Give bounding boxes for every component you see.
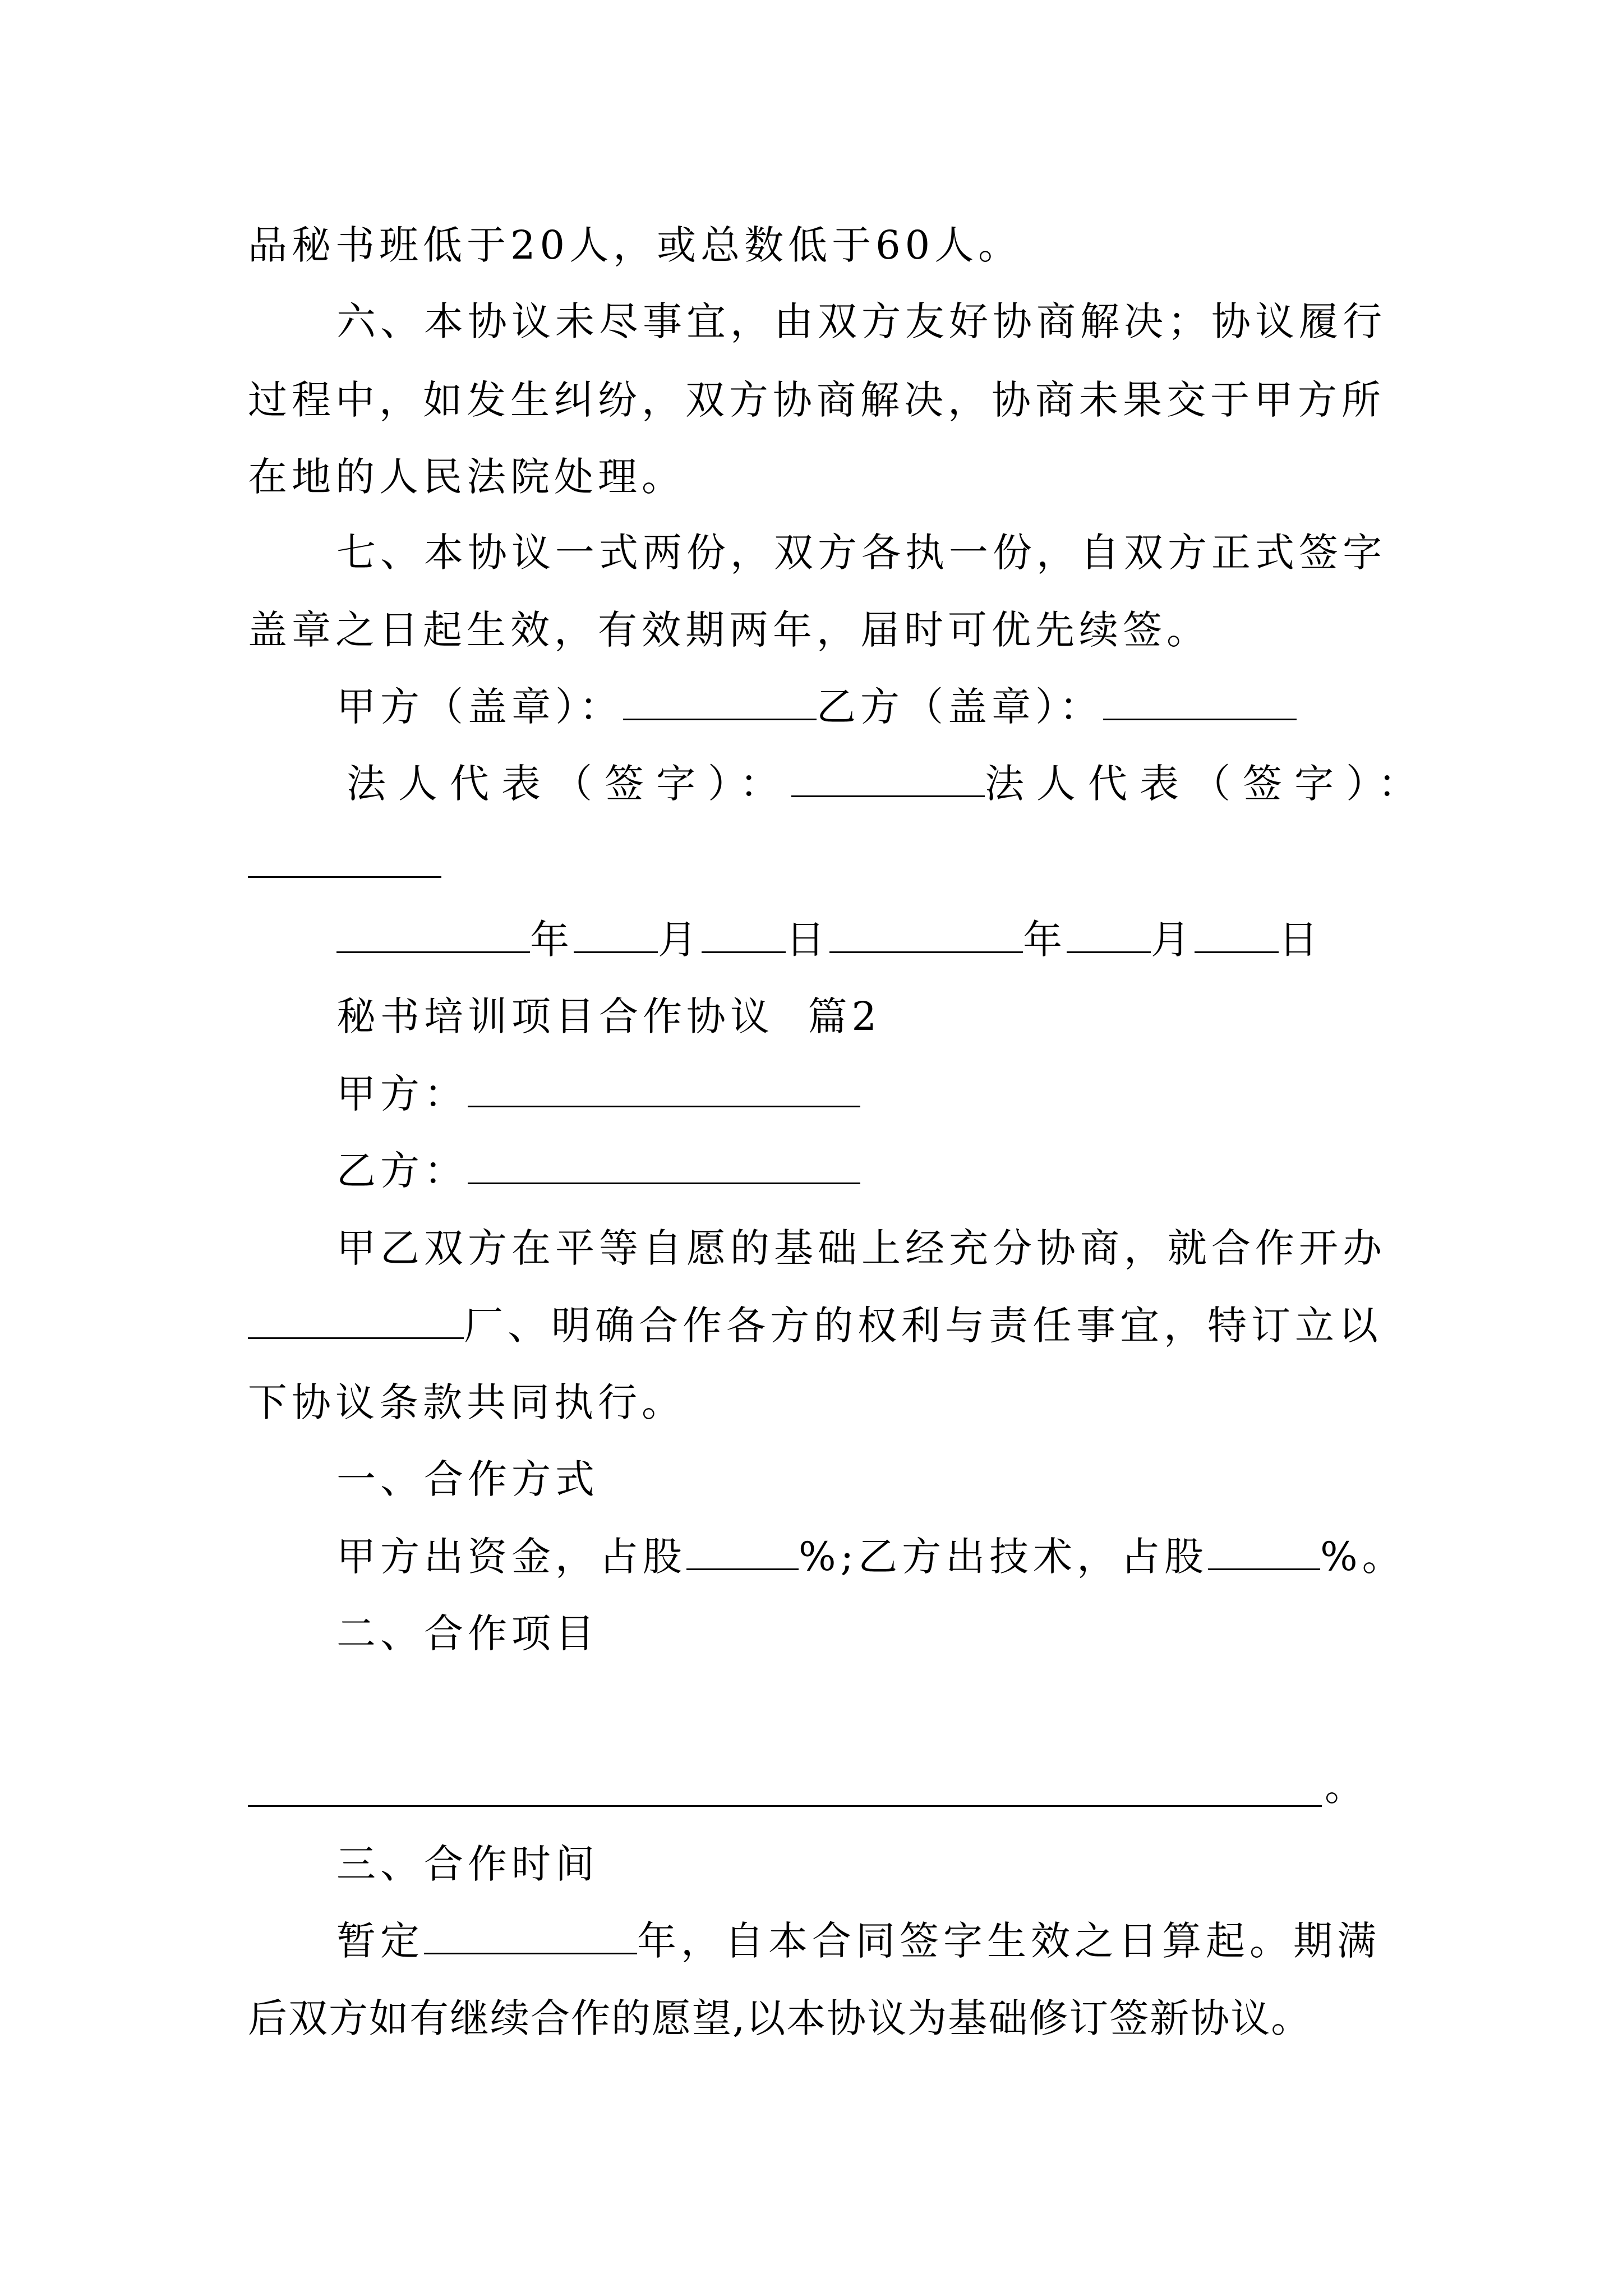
day-blank[interactable]	[1195, 914, 1279, 953]
representative-line	[347, 758, 1430, 809]
party-b-line	[336, 1145, 860, 1196]
party-a-label: 甲方：	[336, 1071, 468, 1117]
party-a-seal-label: 甲方（盖章）：	[336, 684, 623, 730]
party-b-share-blank[interactable]	[1208, 1531, 1320, 1570]
party-a-seal-blank[interactable]	[623, 682, 817, 720]
section-heading: 一、合作方式	[336, 1456, 599, 1502]
year-blank[interactable]	[829, 914, 1023, 953]
month-label: 月	[658, 917, 702, 963]
text-line: 过程中，如发生纠纷，双方协商解决，协商未果交于甲方所	[248, 377, 1385, 423]
project-end: 。	[1325, 1764, 1368, 1810]
text-line: 六、本协议未尽事宜，由双方友好协商解决；协议履行	[336, 298, 1386, 344]
text-line: 在地的人民法院处理。	[248, 454, 685, 500]
share-line: 甲方出资金，占股 %;乙方出技术，占股 %。	[336, 1531, 1406, 1582]
party-b-label: 乙方：	[336, 1148, 468, 1194]
party-b-rep-blank[interactable]	[248, 876, 441, 878]
year-label: 年	[530, 917, 574, 963]
party-a-blank[interactable]	[468, 1069, 860, 1107]
party-a-line	[336, 1069, 860, 1119]
section-title: 秘书培训项目合作协议 篇2	[336, 993, 882, 1039]
party-a-share-blank[interactable]	[686, 1531, 799, 1570]
party-a-rep-label: 法人代表（签字）：	[347, 761, 791, 807]
day-label: 日	[1279, 917, 1322, 963]
project-blank[interactable]	[248, 1805, 1322, 1807]
text-line: 七、本协议一式两份，双方各执一份，自双方正式签字	[336, 530, 1386, 576]
text-line: 下协议条款共同执行。	[248, 1379, 685, 1425]
date-line	[336, 914, 1322, 965]
text-line: 后双方如有继续合作的愿望,以本协议为基础修订签新协议。	[248, 1995, 1312, 2041]
year-blank[interactable]	[336, 914, 530, 953]
text-line: 盖章之日起生效，有效期两年，届时可优先续签。	[248, 607, 1210, 653]
year-label: 年	[1023, 917, 1067, 963]
section-heading: 二、合作项目	[336, 1611, 599, 1657]
day-label: 日	[786, 917, 829, 963]
term-years-blank[interactable]	[424, 1916, 637, 1954]
seal-line	[336, 682, 1297, 732]
party-a-rep-blank[interactable]	[791, 758, 985, 797]
month-blank[interactable]	[574, 914, 658, 953]
party-b-seal-blank[interactable]	[1103, 682, 1297, 720]
party-b-rep-label: 法人代表（签字）：	[985, 761, 1430, 807]
text-line: 甲乙双方在平等自愿的基础上经充分协商，就合作开办	[336, 1225, 1386, 1271]
factory-blank[interactable]	[248, 1300, 464, 1339]
party-b-blank[interactable]	[468, 1145, 860, 1184]
month-label: 月	[1151, 917, 1195, 963]
term-line: 暂定 年，自本合同签字生效之日算起。期满	[336, 1916, 1381, 1966]
section-heading: 三、合作时间	[336, 1841, 599, 1887]
text-line: 品秘书班低于20人，或总数低于60人。	[248, 222, 1022, 268]
day-blank[interactable]	[702, 914, 786, 953]
month-blank[interactable]	[1067, 914, 1151, 953]
party-b-seal-label: 乙方（盖章）：	[817, 684, 1103, 730]
text-line: 厂、明确合作各方的权利与责任事宜，特订立以	[248, 1300, 1382, 1351]
